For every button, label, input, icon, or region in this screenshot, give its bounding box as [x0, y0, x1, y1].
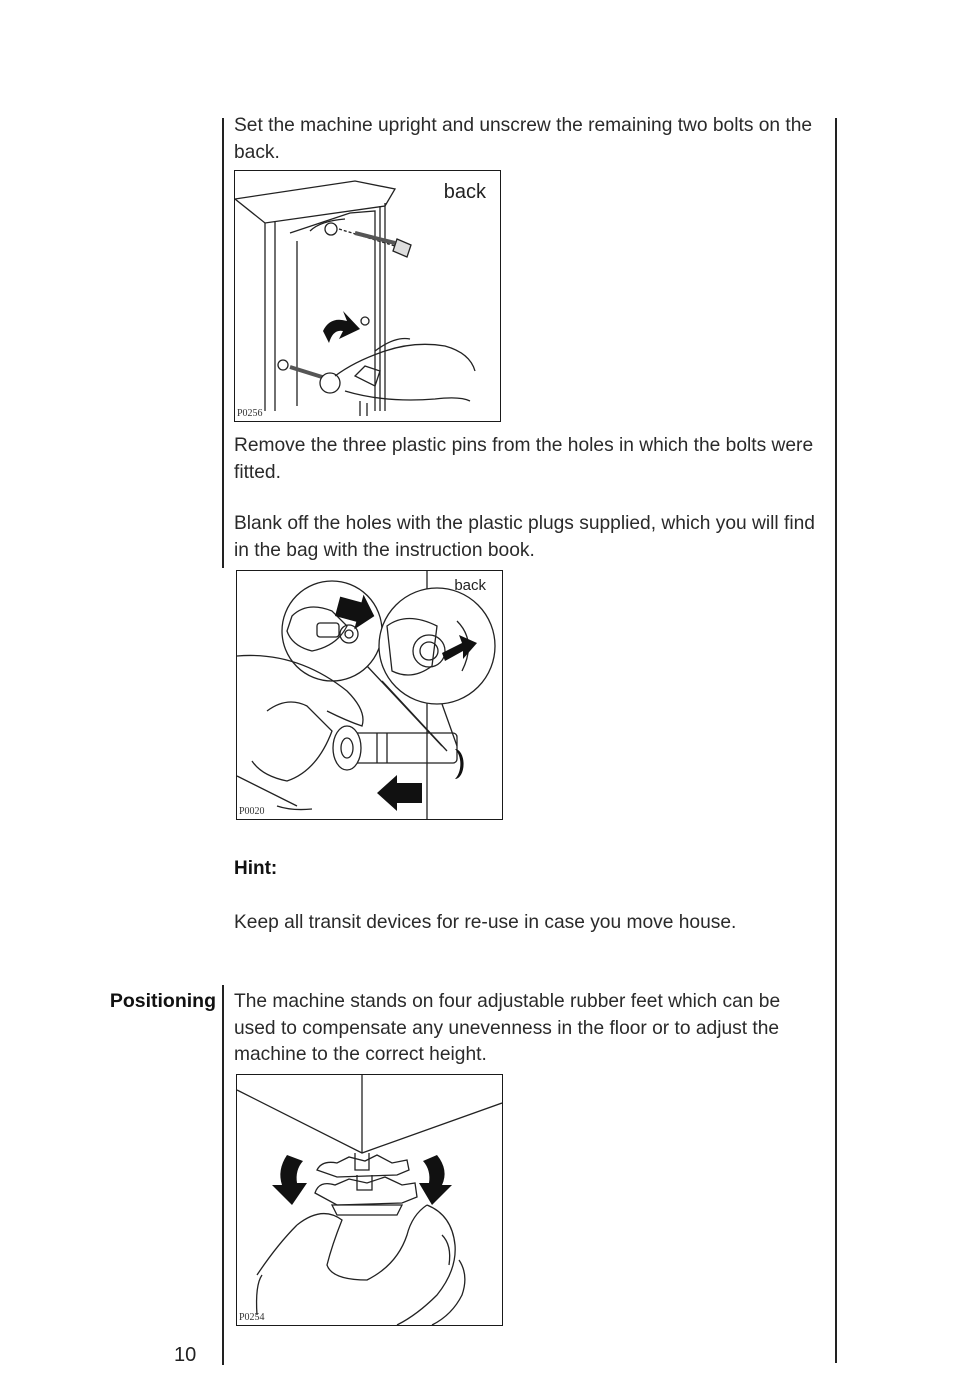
figure-label-back: back [454, 577, 486, 594]
hint-text: Keep all transit devices for re-use in case you move house. [234, 912, 737, 933]
figure-code: P0256 [237, 408, 263, 419]
instruction-remove-pins: Remove the three plastic pins from the holes in which the bolts were fitted. [234, 435, 814, 483]
hint-heading: Hint: [234, 858, 278, 879]
plastic-plugs-illustration [237, 571, 503, 820]
left-margin-rule-top [222, 118, 224, 568]
figure-adjustable-feet [236, 1074, 503, 1326]
right-margin-rule [835, 118, 837, 1363]
adjustable-feet-illustration [237, 1075, 503, 1326]
section-heading-positioning: Positioning [109, 990, 216, 1012]
unscrew-bolts-illustration [235, 171, 501, 422]
page-number: 10 [174, 1344, 197, 1366]
instruction-blank-holes: Blank off the holes with the plastic plugs supplied, which you will find in the bag with the instruction book. [234, 513, 815, 561]
figure-code: P0020 [239, 806, 265, 817]
figure-code: P0254 [239, 1312, 265, 1323]
positioning-text: The machine stands on four adjustable rubber feet which can be used to compensate any unevenness in the floor or to adjust the machine to the correct height. [234, 991, 781, 1065]
instruction-unscrew-bolts: Set the machine upright and unscrew the remaining two bolts on the back. [234, 115, 813, 163]
figure-plastic-plugs [236, 570, 503, 820]
figure-label-back: back [443, 181, 486, 203]
left-margin-rule-bottom [222, 985, 224, 1365]
figure-unscrew-bolts [234, 170, 501, 422]
